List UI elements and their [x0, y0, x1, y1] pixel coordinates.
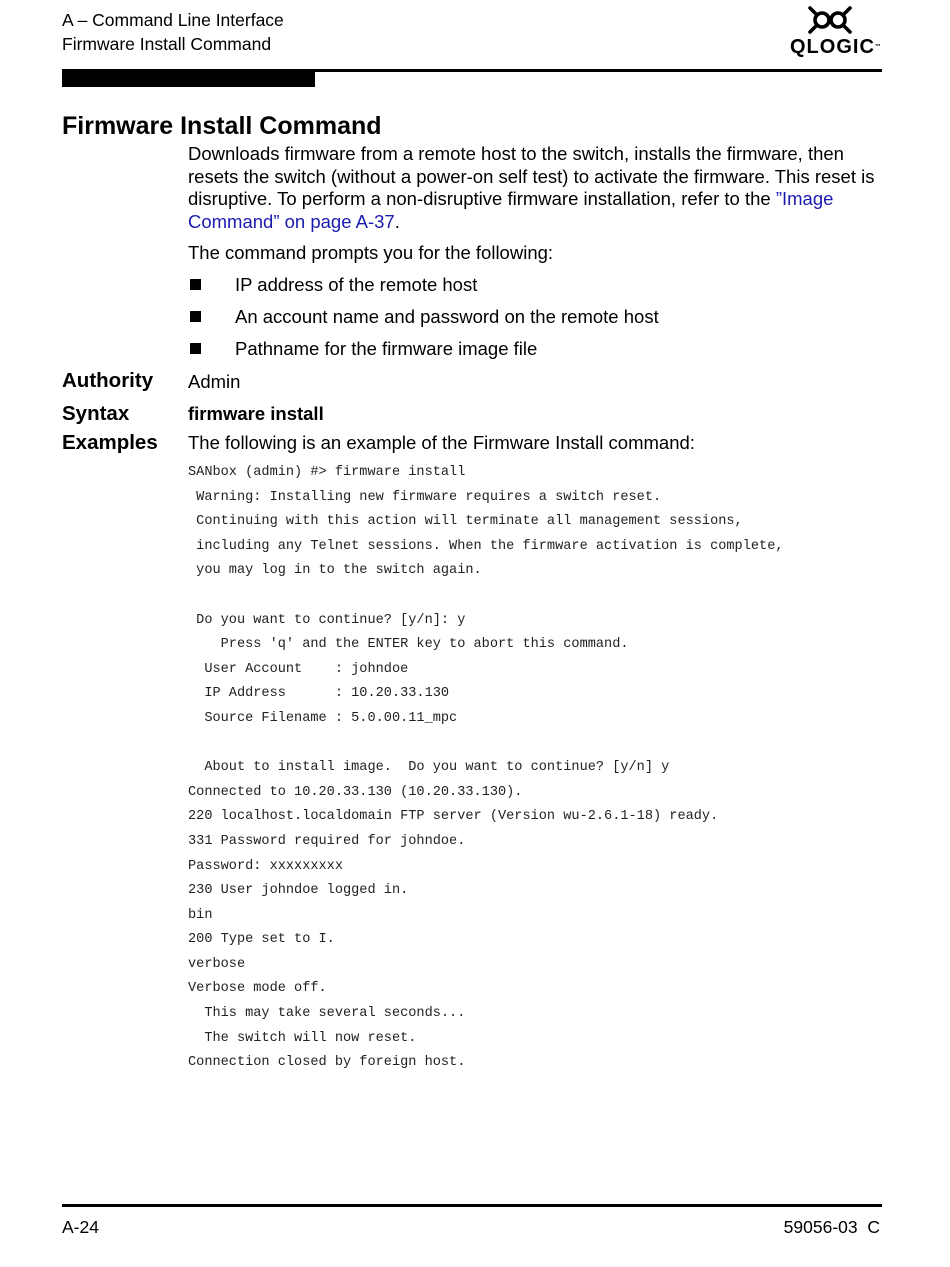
bullet-square-icon — [190, 279, 201, 290]
example-code-block: SANbox (admin) #> firmware install Warning: Installing new firmware requires a switch reset. Continuing with this action will terminate all management sessions, including any Telnet sessions. When the firmware activation is complete, you may log in to the switch again. Do you want to continue? [y/n]: y Press 'q' and the ENTER key to abort this command. User Account : johndoe IP Address : 10.20.33.130 Source Filename : 5.0.00.11_mpc About to install image. Do you want to continue? [y/n] y Connected to 10.20.33.130 (10.20.33.130). 220 localhost.localdomain FTP server (Version wu-2.6.1-18) ready. 331 Password required for johndoe. Password: xxxxxxxxx 230 User johndoe logged in. bin 200 Type set to I. verbose Verbose mode off. This may take several seconds... The switch will now reset. Connection closed by foreign host. — [188, 465, 784, 1071]
document-id: 59056-03 C — [783, 1217, 880, 1237]
bullet-square-icon — [190, 343, 201, 354]
list-item-text: Pathname for the firmware image file — [235, 338, 538, 359]
list-item-text: An account name and password on the remote host — [235, 306, 659, 327]
authority-heading: Authority — [62, 369, 154, 392]
examples-intro: The following is an example of the Firmware Install command: — [188, 432, 695, 453]
authority-value: Admin — [188, 371, 241, 392]
bullet-square-icon — [190, 311, 201, 322]
qlogic-emblem-icon — [808, 6, 852, 34]
running-header-chapter: A – Command Line Interface — [62, 10, 284, 30]
running-header-section: Firmware Install Command — [62, 34, 272, 54]
page-number: A-24 — [62, 1217, 99, 1237]
intro-end: . — [394, 210, 400, 232]
page-title: Firmware Install Command — [62, 112, 382, 140]
prompt-intro: The command prompts you for the following: — [188, 242, 554, 263]
header-tab-bar — [62, 72, 315, 87]
footer-rule — [62, 1204, 882, 1207]
syntax-value: firmware install — [188, 403, 324, 424]
image-command-link[interactable]: ”Image Command” on page A-37 — [188, 188, 834, 232]
list-item-text: IP address of the remote host — [235, 274, 478, 295]
qlogic-logo — [788, 6, 880, 62]
logo-wordmark: QLOGIC™ — [790, 36, 881, 58]
examples-heading: Examples — [62, 431, 158, 454]
syntax-heading: Syntax — [62, 402, 130, 425]
trademark-mark: ™ — [874, 44, 881, 50]
intro-paragraph — [188, 143, 882, 233]
intro-text: Downloads firmware from a remote host to the switch, installs the firmware, then resets the switch (without a power-on self test) to activate the firmware. This reset is disruptive. To perform a non-disruptive firmware installation, refer to the — [188, 143, 875, 210]
